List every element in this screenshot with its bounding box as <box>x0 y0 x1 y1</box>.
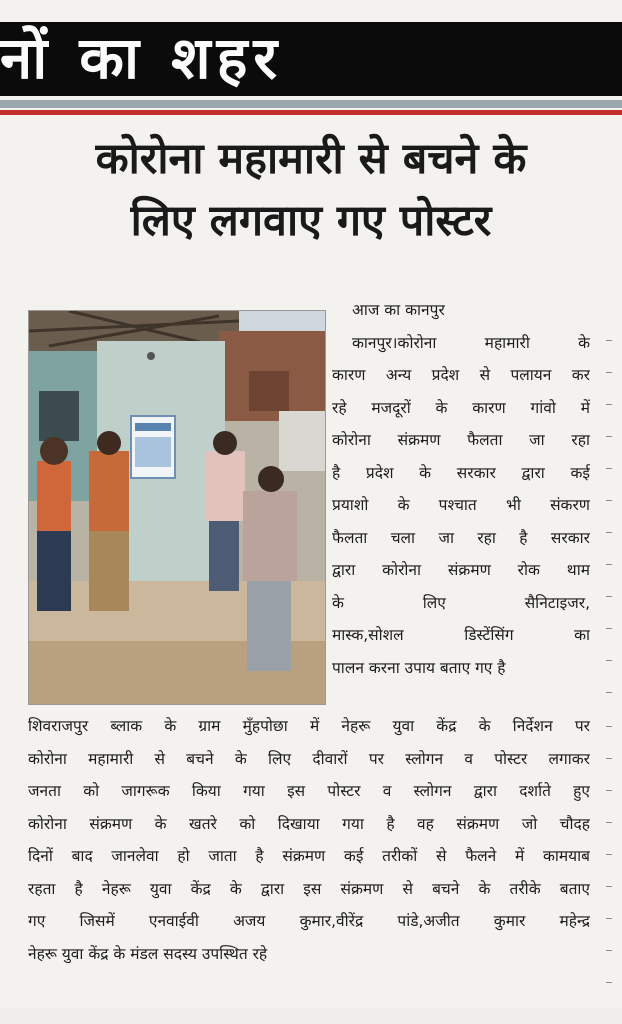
column-line: पालन करना उपाय बताए गए है <box>332 658 506 677</box>
margin-tick <box>606 918 612 919</box>
article-photo <box>28 310 326 705</box>
headline-line-1: कोरोना महामारी से बचने के <box>95 134 527 184</box>
masthead-stripe-red <box>0 110 622 115</box>
margin-tick <box>606 372 612 373</box>
body-line: शिवराजपुर ब्लाक के ग्राम मुँहपोछा में नेहरू युवा केंद्र के निर्देशन पर <box>28 717 590 735</box>
margin-tick <box>606 628 612 629</box>
headline-line-2: लिए लगवाए गए पोस्टर <box>130 196 492 246</box>
article-dateline: आज का कानपुर <box>352 301 445 319</box>
column-line: रहे मजदूरों के कारण गांवो में <box>332 398 590 417</box>
margin-tick <box>606 790 612 791</box>
column-line: प्रयाशो के पश्चात भी संकरण <box>332 496 590 514</box>
column-line: द्वारा कोरोना संक्रमण रोक थाम <box>332 561 590 579</box>
column-line: है प्रदेश के सरकार द्वारा कई <box>332 463 590 482</box>
margin-tick <box>606 692 612 693</box>
body-line: रहता है नेहरू युवा केंद्र के द्वारा इस संक्रमण से बचने के तरीके बताए <box>28 879 590 898</box>
margin-tick <box>606 758 612 759</box>
margin-tick <box>606 726 612 727</box>
article-body-full-width <box>28 710 590 970</box>
margin-tick <box>606 404 612 405</box>
margin-tick <box>606 340 612 341</box>
newspaper-masthead <box>0 22 622 96</box>
margin-tick <box>606 596 612 597</box>
margin-tick <box>606 950 612 951</box>
column-line: मास्क,सोशल डिस्टेंसिंग का <box>332 626 590 644</box>
margin-tick <box>606 532 612 533</box>
margin-tick <box>606 886 612 887</box>
margin-tick <box>606 822 612 823</box>
body-line: दिनों बाद जानलेवा हो जाता है संक्रमण कई तरीकों से फैलने में कामयाब <box>28 847 590 865</box>
column-line: कोरोना संक्रमण फैलता जा रहा <box>332 431 590 449</box>
column-line: के लिए सैनिटाइजर, <box>332 593 590 612</box>
margin-tick <box>606 564 612 565</box>
margin-tick <box>606 500 612 501</box>
body-line: गए जिसमें एनवाईवी अजय कुमार,वीरेंद्र पांडे,अजीत कुमार महेन्द्र <box>28 912 590 930</box>
body-line: कोरोना संक्रमण के खतरे को दिखाया गया है वह संक्रमण जो चौदह <box>28 814 590 833</box>
column-line: कारण अन्य प्रदेश से पलायन कर <box>332 366 590 384</box>
body-line: कोरोना महामारी से बचने के लिए दीवारों पर स्लोगन व पोस्टर लगाकर <box>28 749 590 768</box>
masthead-title: नों का शहर <box>0 24 284 92</box>
masthead-stripe-gray <box>0 100 622 108</box>
margin-tick <box>606 854 612 855</box>
margin-tick <box>606 436 612 437</box>
article-headline <box>0 128 622 252</box>
margin-tick <box>606 982 612 983</box>
body-line: जनता को जागरूक किया गया इस पोस्टर व स्लोगन द्वारा दर्शाते हुए <box>28 782 590 800</box>
article-column <box>332 294 590 684</box>
margin-tick <box>606 468 612 469</box>
page-bottom-edge <box>0 1008 622 1024</box>
column-line: फैलता चला जा रहा है सरकार <box>332 528 590 547</box>
margin-tick <box>606 660 612 661</box>
column-line: कानपुर।कोरोना महामारी के <box>352 333 590 352</box>
body-line: नेहरू युवा केंद्र के मंडल सदस्य उपस्थित रहे <box>28 944 268 963</box>
